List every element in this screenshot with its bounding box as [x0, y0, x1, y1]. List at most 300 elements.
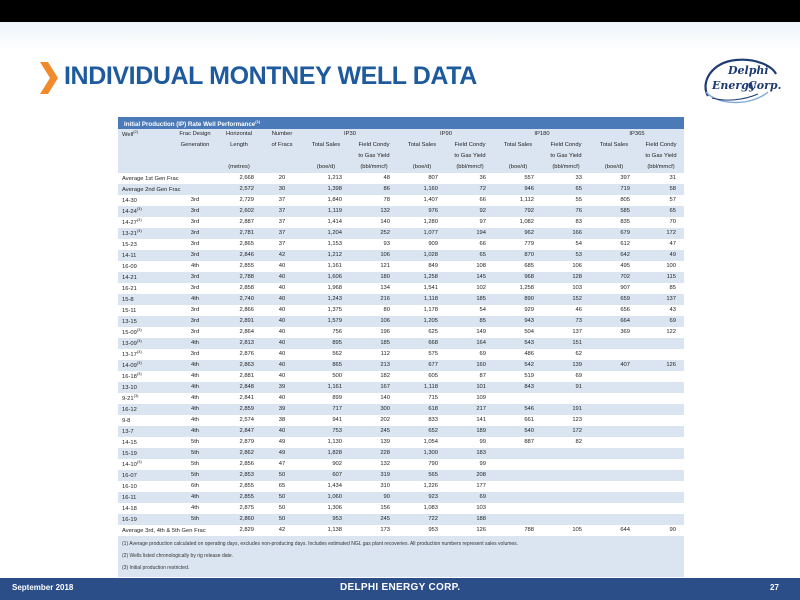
cell-ip30-sales: 1,375: [302, 305, 350, 316]
cell-ip365-yield: 69: [638, 316, 684, 327]
cell-ip180-yield: 53: [542, 250, 590, 261]
table-row: [118, 195, 684, 206]
cell-generation: 4th: [174, 404, 216, 415]
cell-ip365-yield: 115: [638, 272, 684, 283]
cell-ip180-sales: 504: [494, 327, 542, 338]
cell-ip90-yield: 141: [446, 415, 494, 426]
unit-boe: (boe/d): [302, 162, 350, 173]
cell-ip30-sales: 1,828: [302, 448, 350, 459]
unit-bbl: (bbl/mmcf): [638, 162, 684, 173]
cell-well: [118, 305, 174, 316]
col-header-gas-yield: to Gas Yield: [350, 151, 398, 162]
footnote-ref: (3): [136, 349, 142, 355]
cell-length: 2,865: [216, 239, 262, 250]
cell-ip365-yield: 85: [638, 283, 684, 294]
cell-ip365-sales: [590, 382, 638, 393]
cell-ip30-yield: 121: [350, 261, 398, 272]
cell-ip30-yield: 216: [350, 294, 398, 305]
cell-ip90-yield: 97: [446, 217, 494, 228]
cell-fracs: 39: [262, 404, 302, 415]
cell-fracs: 50: [262, 492, 302, 503]
cell-ip30-yield: 140: [350, 217, 398, 228]
cell-ip90-sales: 909: [398, 239, 446, 250]
cell-ip90-sales: 1,054: [398, 437, 446, 448]
cell-fracs: 42: [262, 525, 302, 536]
cell-generation: 3rd: [174, 272, 216, 283]
cell-ip30-yield: 90: [350, 492, 398, 503]
page-number: 27: [770, 583, 779, 592]
col-header-horizontal: Horizontal: [216, 129, 262, 140]
cell-ip180-sales: 546: [494, 404, 542, 415]
cell-well: [118, 184, 181, 195]
cell-ip180-yield: 139: [542, 360, 590, 371]
cell-ip90-sales: 807: [398, 173, 446, 184]
cell-length: 2,855: [216, 261, 262, 272]
table-row: [118, 316, 684, 327]
cell-generation: 3rd: [174, 250, 216, 261]
cell-ip30-yield: 173: [350, 525, 398, 536]
cell-fracs: 37: [262, 206, 302, 217]
cell-ip90-yield: 85: [446, 316, 494, 327]
table-row: [118, 261, 684, 272]
well-name: 14-09: [122, 363, 137, 370]
cell-fracs: 40: [262, 316, 302, 327]
cell-ip180-sales: [494, 393, 542, 404]
cell-ip30-sales: 941: [302, 415, 350, 426]
cell-ip90-sales: 790: [398, 459, 446, 470]
cell-generation: 4th: [174, 371, 216, 382]
cell-ip90-yield: 217: [446, 404, 494, 415]
col-header-ip180: IP180: [494, 129, 590, 140]
cell-ip90-sales: 625: [398, 327, 446, 338]
cell-well: [118, 206, 174, 217]
cell-ip30-yield: 213: [350, 360, 398, 371]
cell-ip365-sales: [590, 514, 638, 525]
col-header-field-condy: Field Condy: [542, 140, 590, 151]
cell-length: 2,848: [216, 382, 262, 393]
cell-ip90-yield: 87: [446, 371, 494, 382]
cell-length: 2,788: [216, 272, 262, 283]
cell-length: 2,856: [216, 459, 262, 470]
well-name: 14-21: [122, 275, 137, 282]
cell-ip180-sales: 887: [494, 437, 542, 448]
cell-length: 2,881: [216, 371, 262, 382]
cell-ip180-sales: 661: [494, 415, 542, 426]
cell-ip365-sales: [590, 470, 638, 481]
cell-well: [118, 360, 174, 371]
cell-ip90-sales: 1,407: [398, 195, 446, 206]
cell-ip90-sales: 1,118: [398, 294, 446, 305]
cell-ip30-yield: 180: [350, 272, 398, 283]
cell-ip365-sales: 664: [590, 316, 638, 327]
col-header-total-sales: Total Sales: [398, 140, 446, 151]
cell-ip30-sales: 899: [302, 393, 350, 404]
table-row: [118, 239, 684, 250]
cell-ip90-yield: 189: [446, 426, 494, 437]
cell-ip90-sales: 1,118: [398, 382, 446, 393]
logo-word-1: Delphi: [728, 64, 769, 77]
cell-ip30-yield: 182: [350, 371, 398, 382]
cell-ip180-yield: 103: [542, 283, 590, 294]
cell-ip180-yield: 82: [542, 437, 590, 448]
table-row: [118, 437, 684, 448]
cell-generation: 4th: [174, 382, 216, 393]
footnote-ref: (1): [255, 119, 261, 124]
cell-ip90-sales: 833: [398, 415, 446, 426]
cell-ip90-yield: 99: [446, 459, 494, 470]
well-name: 14-24: [122, 209, 137, 216]
cell-ip365-sales: 702: [590, 272, 638, 283]
cell-ip30-yield: 140: [350, 393, 398, 404]
cell-well: [118, 503, 174, 514]
cell-ip90-yield: 102: [446, 283, 494, 294]
cell-fracs: 40: [262, 349, 302, 360]
cell-ip365-sales: [590, 437, 638, 448]
footnote-ref: (3): [136, 217, 142, 223]
well-name: 15-09: [122, 330, 137, 337]
cell-ip365-yield: 126: [638, 360, 684, 371]
cell-length: 2,574: [216, 415, 262, 426]
cell-ip365-yield: [638, 437, 684, 448]
cell-length: 2,863: [216, 360, 262, 371]
cell-ip365-yield: [638, 514, 684, 525]
cell-ip180-sales: 890: [494, 294, 542, 305]
table-row: [118, 272, 684, 283]
cell-ip30-yield: 319: [350, 470, 398, 481]
table-row: [118, 404, 684, 415]
cell-ip365-sales: 495: [590, 261, 638, 272]
cell-ip365-sales: 642: [590, 250, 638, 261]
logo-word-2: Energy: [712, 79, 756, 92]
cell-ip30-yield: 106: [350, 250, 398, 261]
cell-length: 2,668: [216, 173, 262, 184]
cell-ip365-yield: 49: [638, 250, 684, 261]
cell-ip180-sales: 543: [494, 338, 542, 349]
table-row: [118, 360, 684, 371]
cell-well: [118, 239, 174, 250]
table-row: [118, 525, 684, 536]
cell-ip30-sales: 1,204: [302, 228, 350, 239]
cell-ip30-yield: 93: [350, 239, 398, 250]
cell-ip30-sales: 1,060: [302, 492, 350, 503]
cell-length: 2,891: [216, 316, 262, 327]
cell-ip180-sales: 685: [494, 261, 542, 272]
table-row: [118, 217, 684, 228]
cell-ip180-sales: 1,082: [494, 217, 542, 228]
header-row-3: [118, 151, 684, 162]
cell-generation: 5th: [174, 459, 216, 470]
well-name: Average 2nd Gen Frac: [122, 187, 181, 194]
header-row-4: [118, 162, 684, 173]
cell-ip365-yield: [638, 481, 684, 492]
cell-ip90-yield: 149: [446, 327, 494, 338]
cell-ip30-sales: 717: [302, 404, 350, 415]
cell-well: [118, 437, 174, 448]
cell-ip180-yield: 62: [542, 349, 590, 360]
cell-length: 2,813: [216, 338, 262, 349]
well-data-table: [118, 129, 684, 536]
cell-generation: 4th: [174, 393, 216, 404]
header-row-1: [118, 129, 684, 140]
cell-ip90-sales: 1,300: [398, 448, 446, 459]
cell-ip180-yield: 76: [542, 206, 590, 217]
cell-ip30-yield: 245: [350, 426, 398, 437]
well-name: 16-10: [122, 484, 137, 491]
cell-ip365-sales: 805: [590, 195, 638, 206]
cell-ip365-yield: 172: [638, 228, 684, 239]
cell-ip30-yield: 86: [350, 184, 398, 195]
cell-ip90-yield: 54: [446, 305, 494, 316]
cell-ip180-yield: 55: [542, 195, 590, 206]
table-row: [118, 338, 684, 349]
cell-ip365-sales: 907: [590, 283, 638, 294]
cell-ip90-yield: 69: [446, 492, 494, 503]
cell-ip30-sales: 1,213: [302, 173, 350, 184]
cell-ip365-sales: [590, 426, 638, 437]
well-name: 15-19: [122, 451, 137, 458]
cell-generation: 3rd: [174, 316, 216, 327]
cell-ip90-yield: 101: [446, 382, 494, 393]
cell-well: [118, 459, 174, 470]
cell-ip365-sales: [590, 481, 638, 492]
cell-ip90-yield: 164: [446, 338, 494, 349]
cell-fracs: 38: [262, 415, 302, 426]
cell-length: 2,847: [216, 426, 262, 437]
cell-ip180-sales: [494, 481, 542, 492]
cell-well: [118, 349, 174, 360]
table-row: [118, 382, 684, 393]
cell-ip180-sales: 1,258: [494, 283, 542, 294]
cell-length: 2,859: [216, 404, 262, 415]
cell-fracs: 39: [262, 382, 302, 393]
col-header-gas-yield: to Gas Yield: [542, 151, 590, 162]
cell-ip180-yield: 191: [542, 404, 590, 415]
table-row: [118, 415, 684, 426]
cell-well: [118, 525, 206, 536]
footnote-ref: (3): [136, 360, 142, 366]
cell-ip365-yield: [638, 448, 684, 459]
footnote-1: (1) Average production calculated on operating days, excludes non-producing days. Includes estimated NGL gas plant recoveries. All production numbers represent sales volumes.: [122, 541, 519, 547]
well-name: 9-8: [122, 418, 131, 425]
well-data-table-panel: [118, 117, 684, 577]
cell-fracs: 47: [262, 459, 302, 470]
cell-ip180-sales: [494, 503, 542, 514]
cell-ip30-yield: 156: [350, 503, 398, 514]
cell-length: 2,862: [216, 448, 262, 459]
cell-generation: 5th: [174, 437, 216, 448]
cell-ip365-sales: [590, 338, 638, 349]
cell-ip180-yield: 151: [542, 338, 590, 349]
cell-ip90-sales: 1,077: [398, 228, 446, 239]
cell-length: 2,829: [216, 525, 262, 536]
cell-ip90-yield: 109: [446, 393, 494, 404]
cell-ip180-sales: 792: [494, 206, 542, 217]
cell-ip180-yield: [542, 459, 590, 470]
table-row: [118, 206, 684, 217]
cell-ip30-sales: 1,212: [302, 250, 350, 261]
cell-ip30-sales: 895: [302, 338, 350, 349]
cell-ip365-sales: 369: [590, 327, 638, 338]
cell-ip30-yield: 185: [350, 338, 398, 349]
cell-ip365-sales: 656: [590, 305, 638, 316]
cell-well: [118, 327, 174, 338]
unit-bbl: (bbl/mmcf): [350, 162, 398, 173]
table-row: [118, 514, 684, 525]
col-header-gas-yield: to Gas Yield: [446, 151, 494, 162]
cell-length: 2,846: [216, 250, 262, 261]
cell-ip180-sales: 540: [494, 426, 542, 437]
cell-ip365-yield: [638, 470, 684, 481]
cell-ip30-yield: 106: [350, 316, 398, 327]
cell-ip180-yield: [542, 503, 590, 514]
footnote-ref: (3): [136, 206, 142, 212]
well-name: 15-8: [122, 297, 134, 304]
cell-ip365-sales: 397: [590, 173, 638, 184]
cell-well: [118, 514, 174, 525]
cell-ip365-yield: [638, 393, 684, 404]
table-row: [118, 283, 684, 294]
col-header-generation: Generation: [174, 140, 216, 151]
well-name: 13-7: [122, 429, 134, 436]
cell-ip30-sales: 1,138: [302, 525, 350, 536]
cell-fracs: 20: [262, 173, 302, 184]
cell-ip180-yield: 91: [542, 382, 590, 393]
cell-ip90-sales: 1,280: [398, 217, 446, 228]
cell-ip180-yield: 83: [542, 217, 590, 228]
cell-ip365-yield: [638, 338, 684, 349]
table-row: [118, 305, 684, 316]
cell-fracs: 40: [262, 327, 302, 338]
cell-ip180-yield: 73: [542, 316, 590, 327]
cell-ip365-yield: [638, 371, 684, 382]
cell-ip90-sales: 1,205: [398, 316, 446, 327]
cell-generation: 3rd: [174, 283, 216, 294]
well-name: 16-21: [122, 286, 137, 293]
cell-ip90-sales: 976: [398, 206, 446, 217]
col-header-number: Number: [262, 129, 302, 140]
cell-ip90-yield: 160: [446, 360, 494, 371]
footnotes: [118, 536, 684, 577]
cell-fracs: 65: [262, 481, 302, 492]
col-header-frac-design: Frac Design: [174, 129, 216, 140]
cell-ip365-yield: 100: [638, 261, 684, 272]
well-name: 16-18: [122, 374, 137, 381]
cell-length: 2,602: [216, 206, 262, 217]
cell-ip365-yield: [638, 426, 684, 437]
cell-ip90-yield: 99: [446, 437, 494, 448]
cell-length: 2,866: [216, 305, 262, 316]
well-name: 14-11: [122, 253, 137, 260]
cell-ip180-sales: 542: [494, 360, 542, 371]
cell-ip365-sales: [590, 404, 638, 415]
footnote-ref: (3): [133, 393, 139, 399]
cell-well: [118, 195, 174, 206]
cell-ip180-sales: [494, 470, 542, 481]
well-name: 16-19: [122, 517, 137, 524]
cell-ip30-yield: 252: [350, 228, 398, 239]
cell-ip365-sales: 679: [590, 228, 638, 239]
cell-ip365-sales: [590, 415, 638, 426]
cell-ip180-yield: 69: [542, 371, 590, 382]
cell-length: 2,729: [216, 195, 262, 206]
cell-ip30-sales: 562: [302, 349, 350, 360]
cell-fracs: 50: [262, 503, 302, 514]
well-name: 16-09: [122, 264, 137, 271]
cell-generation: [174, 173, 216, 184]
cell-well: [118, 393, 174, 404]
cell-ip180-sales: 1,112: [494, 195, 542, 206]
cell-well: [118, 448, 174, 459]
cell-generation: 3rd: [174, 228, 216, 239]
well-name: 15-23: [122, 242, 137, 249]
well-name: 13-10: [122, 385, 137, 392]
cell-ip90-yield: 66: [446, 239, 494, 250]
cell-ip30-yield: 202: [350, 415, 398, 426]
cell-ip30-yield: 196: [350, 327, 398, 338]
cell-well: [118, 470, 174, 481]
cell-ip365-yield: [638, 492, 684, 503]
cell-length: 2,858: [216, 283, 262, 294]
well-name: 15-11: [122, 308, 137, 315]
cell-generation: 4th: [174, 492, 216, 503]
footnote-ref: (3): [136, 228, 142, 234]
well-name: 9-21: [122, 396, 134, 403]
cell-well: [118, 481, 174, 492]
cell-ip30-yield: 245: [350, 514, 398, 525]
footnote-ref: (3): [136, 371, 142, 377]
cell-ip180-yield: [542, 514, 590, 525]
cell-ip180-yield: [542, 470, 590, 481]
cell-ip30-yield: 310: [350, 481, 398, 492]
cell-well: [118, 492, 174, 503]
cell-ip30-yield: 112: [350, 349, 398, 360]
logo-word-3: Corp.: [748, 79, 782, 92]
cell-ip365-yield: 43: [638, 305, 684, 316]
cell-ip30-yield: 48: [350, 173, 398, 184]
cell-ip180-sales: 946: [494, 184, 542, 195]
cell-length: 2,879: [216, 437, 262, 448]
cell-ip90-yield: 66: [446, 195, 494, 206]
well-name: 13-09: [122, 341, 137, 348]
cell-ip180-yield: 33: [542, 173, 590, 184]
col-header-ip30: IP30: [302, 129, 398, 140]
cell-length: 2,853: [216, 470, 262, 481]
cell-ip30-sales: 753: [302, 426, 350, 437]
cell-generation: 3rd: [174, 195, 216, 206]
cell-ip365-sales: 407: [590, 360, 638, 371]
cell-ip90-yield: 145: [446, 272, 494, 283]
footer-date: September 2018: [12, 583, 74, 592]
cell-ip90-yield: 185: [446, 294, 494, 305]
cell-generation: 4th: [174, 426, 216, 437]
cell-fracs: 40: [262, 272, 302, 283]
cell-ip365-yield: [638, 349, 684, 360]
cell-ip90-sales: 1,160: [398, 184, 446, 195]
table-banner-text: Initial Production (IP) Rate Well Performance: [124, 121, 256, 129]
well-name: 14-15: [122, 440, 137, 447]
table-row: [118, 426, 684, 437]
cell-ip90-yield: 208: [446, 470, 494, 481]
cell-fracs: 40: [262, 371, 302, 382]
cell-generation: 5th: [174, 470, 216, 481]
cell-ip90-sales: 923: [398, 492, 446, 503]
col-header-ip365: IP365: [590, 129, 684, 140]
cell-ip365-sales: [590, 459, 638, 470]
cell-ip90-sales: 668: [398, 338, 446, 349]
cell-generation: 3rd: [174, 206, 216, 217]
cell-ip30-sales: 1,968: [302, 283, 350, 294]
cell-ip90-sales: 575: [398, 349, 446, 360]
